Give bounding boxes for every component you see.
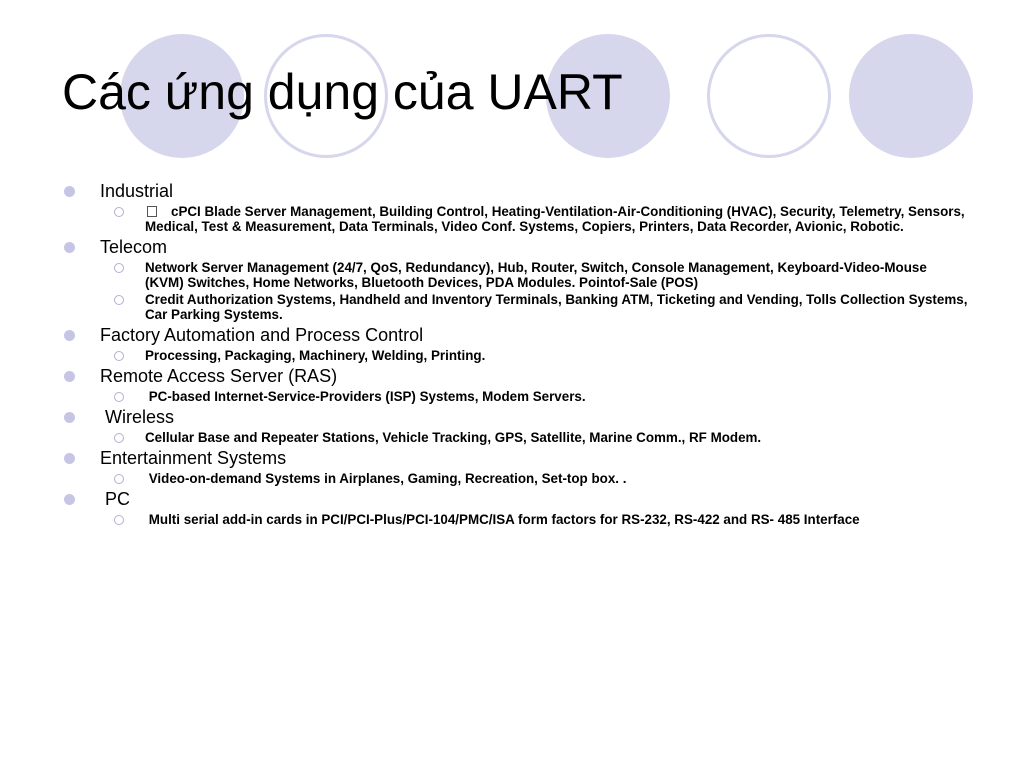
bullet-list [62,180,968,529]
section-heading: Industrial [100,181,174,201]
list-item-entertainment [62,447,968,470]
bullet-icon [64,494,75,505]
bullet-icon [64,186,75,197]
section-heading: Factory Automation and Process Control [100,325,424,345]
bullet-icon [64,371,75,382]
sub-item [62,430,968,445]
sub-bullet-icon [114,351,124,361]
sub-item-text-content: cPCI Blade Server Management, Building Control, Heating-Ventilation-Air-Conditioning (HVAC), Security, Telemetry, Sensors, Medical, Test & Measurement, Data Terminals, Video Conf. Systems, Copiers, Printers, Data Recorder, Avionic, Robotic. [145,204,965,234]
sub-bullet-icon [114,433,124,443]
sub-item [62,204,968,234]
sub-item-text: Cellular Base and Repeater Stations, Vehicle Tracking, GPS, Satellite, Marine Comm., RF Modem. [145,430,762,445]
sub-item-text [145,204,968,234]
section-heading: Remote Access Server (RAS) [100,366,338,386]
sub-item [62,292,968,322]
sub-item-text: Multi serial add-in cards in PCI/PCI-Plus/PCI-104/PMC/ISA form factors for RS-232, RS-422 and RS- 485 Interface [145,512,860,527]
bullet-icon [64,412,75,423]
sub-item-text: PC-based Internet-Service-Providers (ISP) Systems, Modem Servers. [145,389,586,404]
sub-item [62,512,968,527]
section-heading: PC [100,489,131,509]
sub-bullet-icon [114,392,124,402]
list-item-pc [62,488,968,511]
list-item-wireless [62,406,968,429]
slide-title: Các ứng dụng của UART [62,64,623,120]
list-item-ras [62,365,968,388]
sub-item-text: Credit Authorization Systems, Handheld and Inventory Terminals, Banking ATM, Ticketing and Vending, Tolls Collection Systems, Car Parking Systems. [145,292,968,322]
sub-item-text: Video-on-demand Systems in Airplanes, Gaming, Recreation, Set-top box. . [145,471,627,486]
sub-bullet-icon [114,474,124,484]
sub-bullet-icon [114,207,124,217]
list-item-telecom [62,236,968,259]
bullet-icon [64,453,75,464]
missing-glyph-icon [147,206,157,217]
list-item-industrial [62,180,968,203]
sub-item [62,471,968,486]
sub-item-text: Processing, Packaging, Machinery, Welding, Printing. [145,348,486,363]
sub-bullet-icon [114,263,124,273]
section-heading: Wireless [100,407,175,427]
list-item-factory-automation [62,324,968,347]
sub-item [62,260,968,290]
sub-item-text: Network Server Management (24/7, QoS, Redundancy), Hub, Router, Switch, Console Management, Keyboard-Video-Mouse (KVM) Switches, Home Networks, Bluetooth Devices, PDA Modules. Pointof-Sale (POS) [145,260,927,290]
decor-circle-5 [849,34,973,158]
sub-item [62,389,968,404]
sub-bullet-icon [114,295,124,305]
sub-bullet-icon [114,515,124,525]
bullet-icon [64,242,75,253]
sub-item [62,348,968,363]
section-heading: Entertainment Systems [100,448,287,468]
decor-circle-4 [707,34,831,158]
section-heading: Telecom [100,237,168,257]
bullet-icon [64,330,75,341]
